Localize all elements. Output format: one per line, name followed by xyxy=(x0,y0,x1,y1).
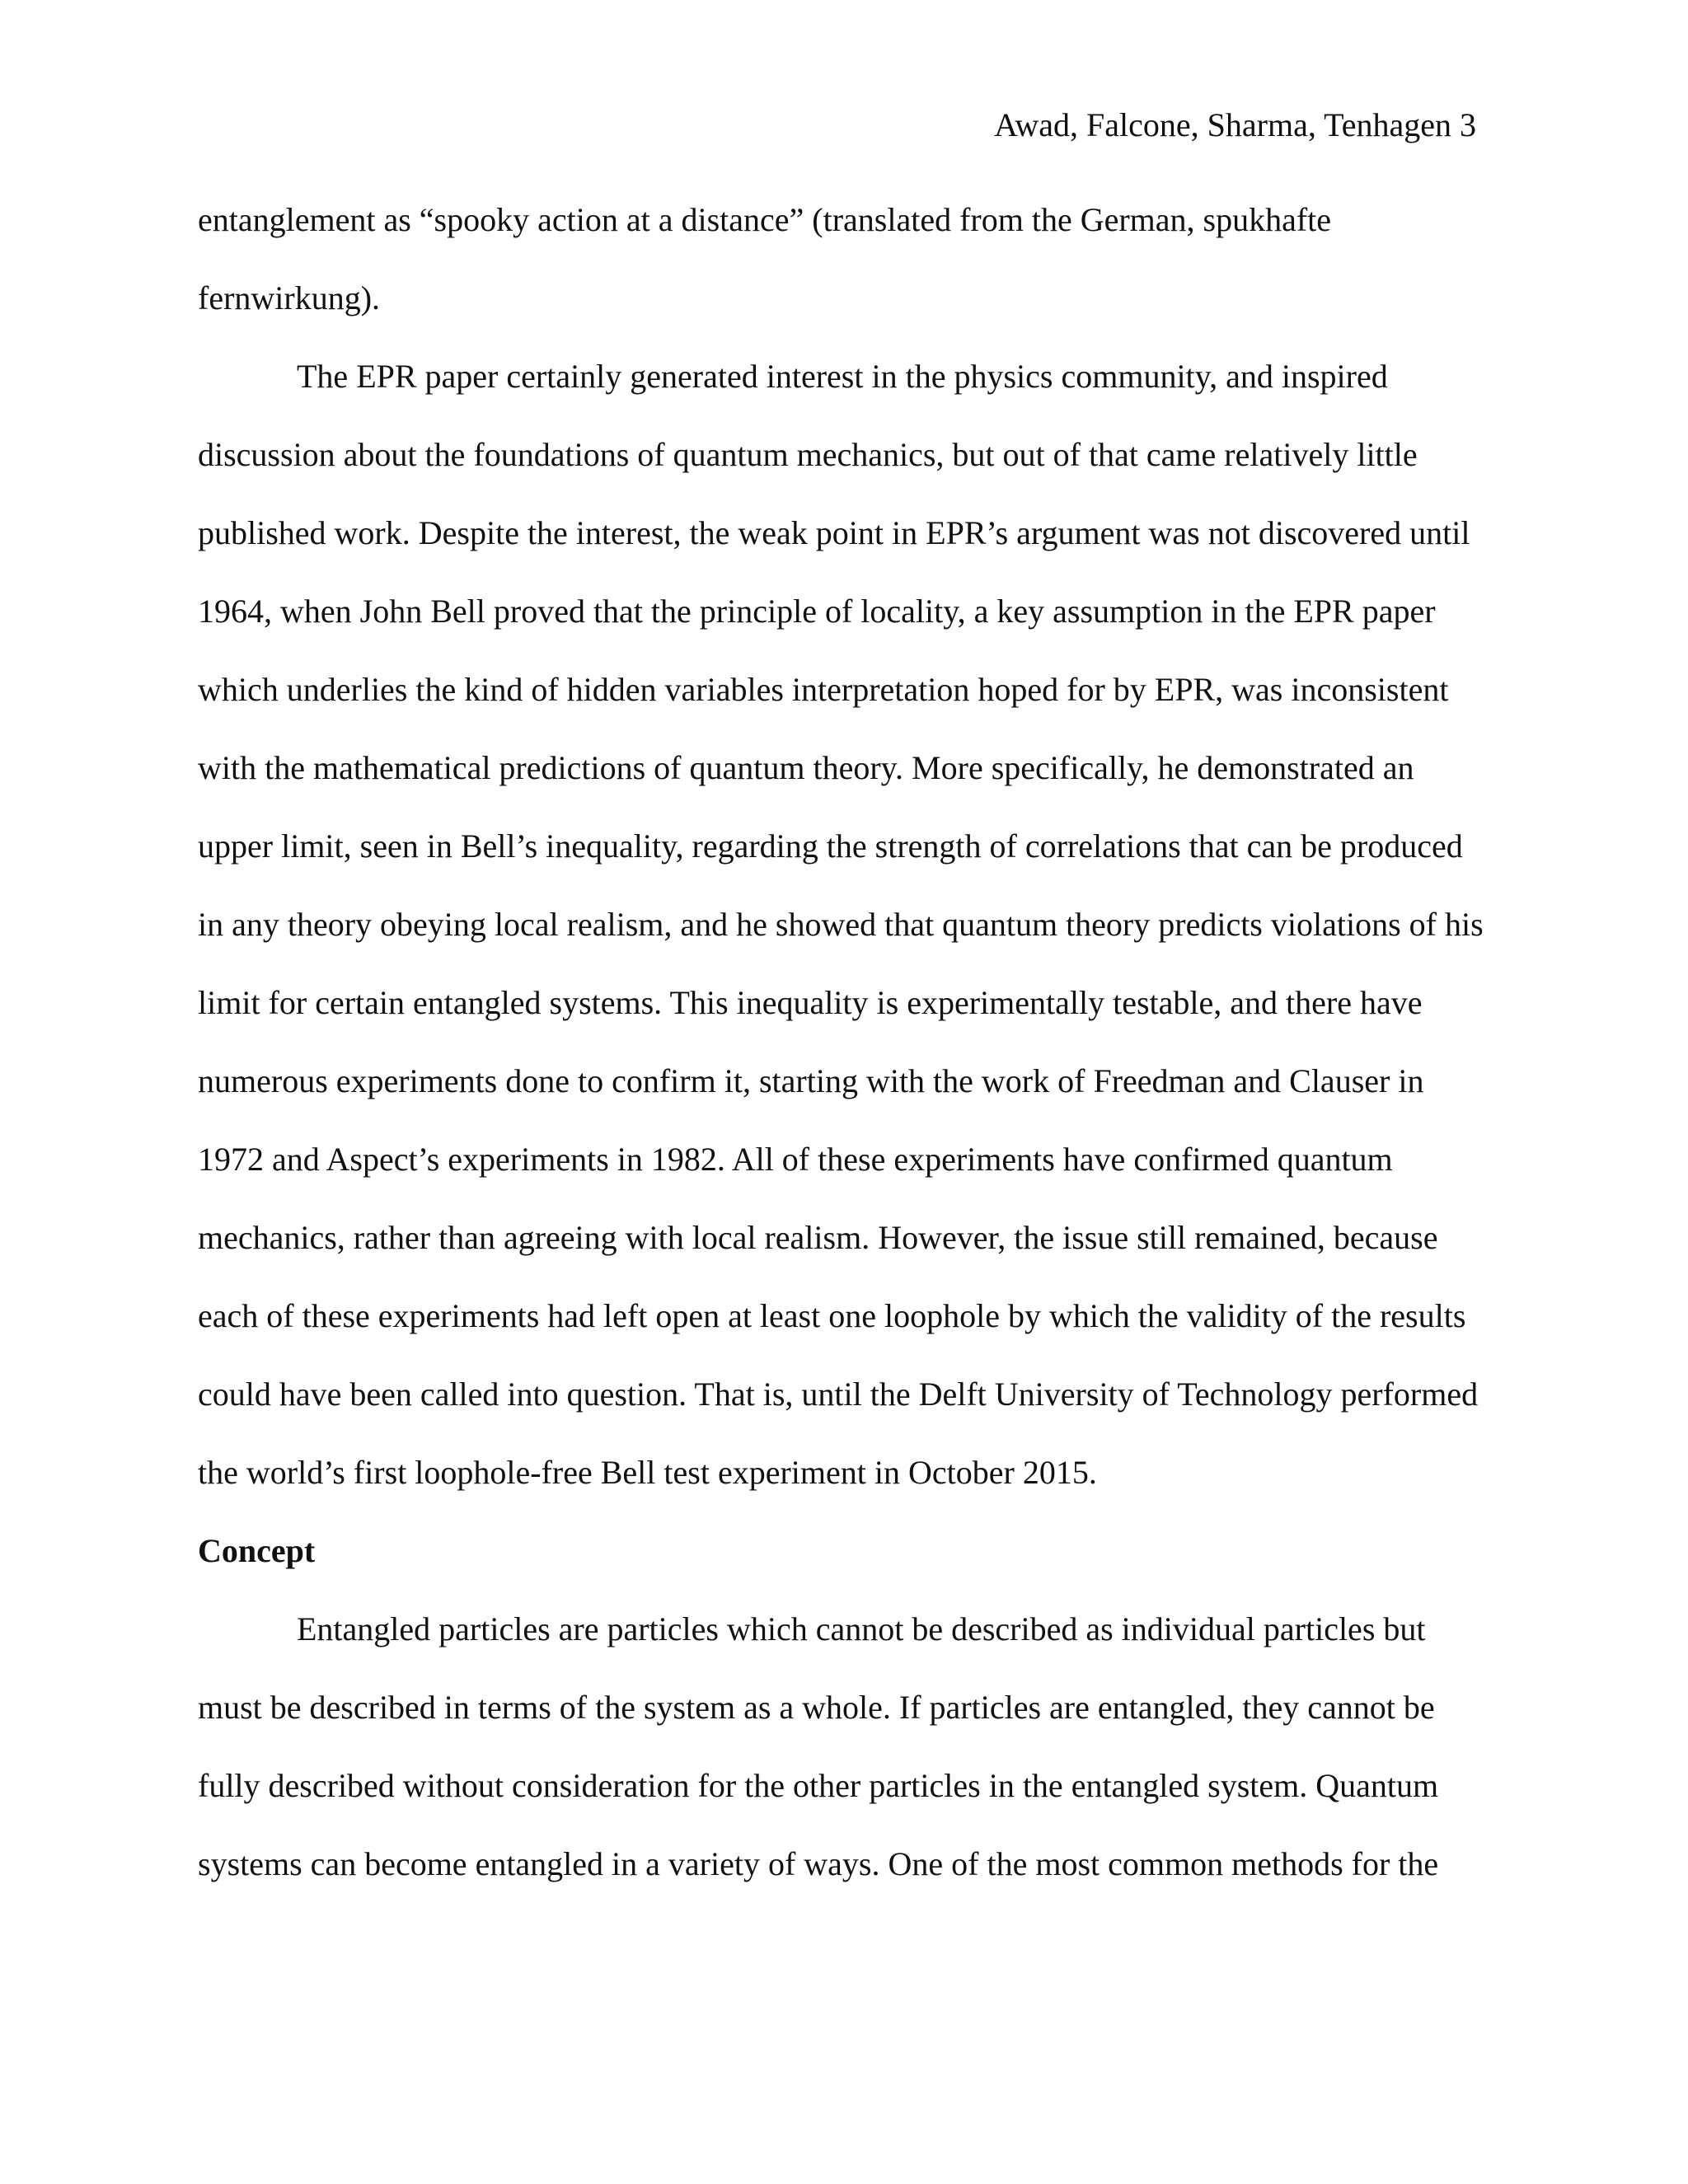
running-head: Awad, Falcone, Sharma, Tenhagen 3 xyxy=(994,106,1476,143)
text-line: systems can become entangled in a variety of ways. One of the most common methods for the xyxy=(198,1845,1439,1882)
body-text xyxy=(198,196,1517,1919)
text-line: limit for certain entangled systems. This inequality is experimentally testable, and there have xyxy=(198,984,1423,1021)
paragraph-first-line: Entangled particles are particles which cannot be described as individual particles but xyxy=(297,1610,1426,1647)
text-line: numerous experiments done to confirm it, starting with the work of Freedman and Clauser in xyxy=(198,1062,1424,1099)
paragraph-first-line: The EPR paper certainly generated interest in the physics community, and inspired xyxy=(297,358,1388,395)
text-line: which underlies the kind of hidden variables interpretation hoped for by EPR, was inconsistent xyxy=(198,671,1449,708)
text-line: 1972 and Aspect’s experiments in 1982. All of these experiments have confirmed quantum xyxy=(198,1141,1393,1178)
text-line: in any theory obeying local realism, and he showed that quantum theory predicts violations of his xyxy=(198,906,1484,943)
text-line: each of these experiments had left open at least one loophole by which the validity of the results xyxy=(198,1297,1466,1334)
text-line: published work. Despite the interest, the weak point in EPR’s argument was not discovered until xyxy=(198,514,1470,551)
text-line: fully described without consideration for the other particles in the entangled system. Quantum xyxy=(198,1767,1439,1804)
text-line: could have been called into question. That is, until the Delft University of Technology performed xyxy=(198,1376,1479,1413)
text-line: upper limit, seen in Bell’s inequality, regarding the strength of correlations that can be produced xyxy=(198,827,1463,865)
text-line: must be described in terms of the system as a whole. If particles are entangled, they cannot be xyxy=(198,1689,1435,1726)
text-line: fernwirkung). xyxy=(198,279,381,316)
text-line: the world’s first loophole-free Bell test experiment in October 2015. xyxy=(198,1454,1097,1491)
text-line: discussion about the foundations of quantum mechanics, but out of that came relatively little xyxy=(198,436,1418,473)
text-line: 1964, when John Bell proved that the principle of locality, a key assumption in the EPR paper xyxy=(198,593,1436,630)
section-heading: Concept xyxy=(198,1532,316,1569)
text-line: with the mathematical predictions of quantum theory. More specifically, he demonstrated an xyxy=(198,749,1414,786)
text-line: entanglement as “spooky action at a distance” (translated from the German, spukhafte xyxy=(198,201,1332,238)
text-line: mechanics, rather than agreeing with local realism. However, the issue still remained, because xyxy=(198,1219,1438,1256)
